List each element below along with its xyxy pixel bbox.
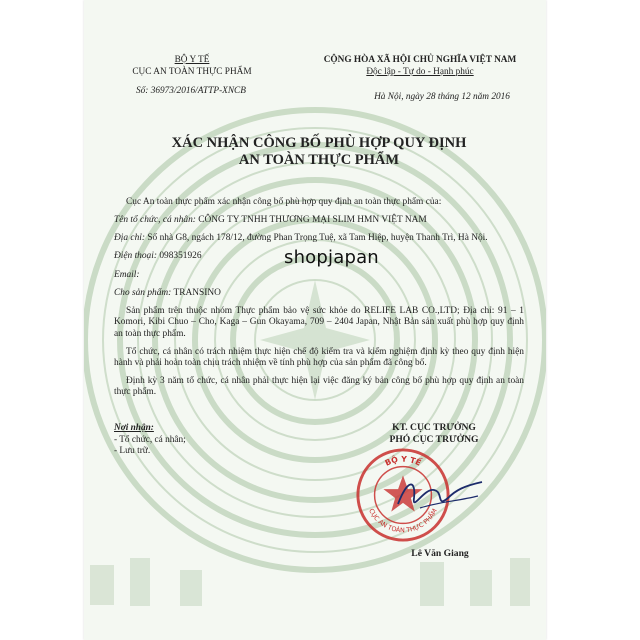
handwritten-signature xyxy=(390,468,490,518)
org-value: CÔNG TY TNHH THƯƠNG MẠI SLIM HMN VIỆT NAM xyxy=(198,214,427,225)
country-name: CỘNG HÒA XÃ HỘI CHỦ NGHĨA VIỆT NAM xyxy=(323,55,517,65)
signer-title-line-2: PHÓ CỤC TRƯỞNG xyxy=(389,434,479,445)
ministry-name: BỘ Y TẾ xyxy=(174,55,210,65)
document-body xyxy=(114,197,524,405)
org-label: Tên tổ chức, cá nhân: xyxy=(114,214,196,225)
phone-label: Điện thoại: xyxy=(114,251,157,262)
recipient-item: - Tổ chức, cá nhân; xyxy=(114,434,186,445)
shop-watermark: shopjapan xyxy=(284,247,379,268)
product-label: Cho sản phẩm: xyxy=(114,287,172,298)
paragraph-responsibility: Tổ chức, cá nhân có trách nhiệm thực hiện chế độ kiểm tra và kiểm nghiệm định kỳ theo quy định hiện hành và phải hoàn toàn chịu trách nhiệm về tính phù hợp của sản phẩm đã công bố. xyxy=(114,346,524,369)
title-line-2: AN TOÀN THỰC PHẨM xyxy=(238,152,400,168)
intro-text: Cục An toàn thực phẩm xác nhận công bố phù hợp quy định an toàn thực phẩm của: xyxy=(126,197,442,207)
issuing-agency-header xyxy=(122,54,262,78)
address-label: Địa chỉ: xyxy=(114,233,145,244)
paragraph-renewal: Định kỳ 3 năm tổ chức, cá nhân phải thực hiện lại việc đăng ký bản công bố phù hợp quy định an toàn thực phẩm. xyxy=(114,375,524,398)
phone-value: 098351926 xyxy=(159,251,202,262)
recipient-item: - Lưu trữ. xyxy=(114,446,151,456)
email-label: Email: xyxy=(114,269,140,280)
recipients-label: Nơi nhận: xyxy=(114,423,154,433)
address-field xyxy=(114,233,524,244)
recipients-block xyxy=(114,423,274,458)
document-title xyxy=(124,135,514,169)
email-field xyxy=(114,270,524,281)
signer-title xyxy=(354,422,514,446)
national-header xyxy=(302,54,538,78)
signer-name: Lê Văn Giang xyxy=(411,548,469,559)
stamp-bottom-text: CỤC AN TOÀN THỰC PHẨM xyxy=(367,507,439,535)
title-line-1: XÁC NHẬN CÔNG BỐ PHÙ HỢP QUY ĐỊNH xyxy=(171,135,467,151)
stamp-top-text: BỘ Y TẾ xyxy=(383,454,423,468)
product-value: TRANSINO xyxy=(173,287,221,298)
org-field xyxy=(114,215,524,226)
document-number: Số: 36973/2016/ATTP-XNCB xyxy=(136,86,246,96)
address-value: Số nhà G8, ngách 178/12, đường Phan Trọng Tuệ, xã Tam Hiệp, huyện Thanh Trì, Hà Nội. xyxy=(147,233,488,244)
signer-title-line-1: KT. CỤC TRƯỞNG xyxy=(392,422,476,433)
paragraph-manufacturer: Sản phẩm trên thuộc nhóm Thực phẩm bảo vệ sức khỏe do RELIFE LAB CO.,LTD; Địa chỉ: 91 – 1 Komori, Kibi Chuo – Cho, Kaga – Gun Okayama, 709 – 2404 Japan, Nhật Bản sản xuất phù hợp quy định an toàn thực phẩm. xyxy=(114,305,524,339)
national-motto: Độc lập - Tự do - Hạnh phúc xyxy=(366,67,474,77)
issue-date: Hà Nội, ngày 28 tháng 12 năm 2016 xyxy=(374,92,510,102)
product-field xyxy=(114,288,524,299)
document-page xyxy=(84,0,546,640)
agency-name: CỤC AN TOÀN THỰC PHẨM xyxy=(132,67,252,77)
